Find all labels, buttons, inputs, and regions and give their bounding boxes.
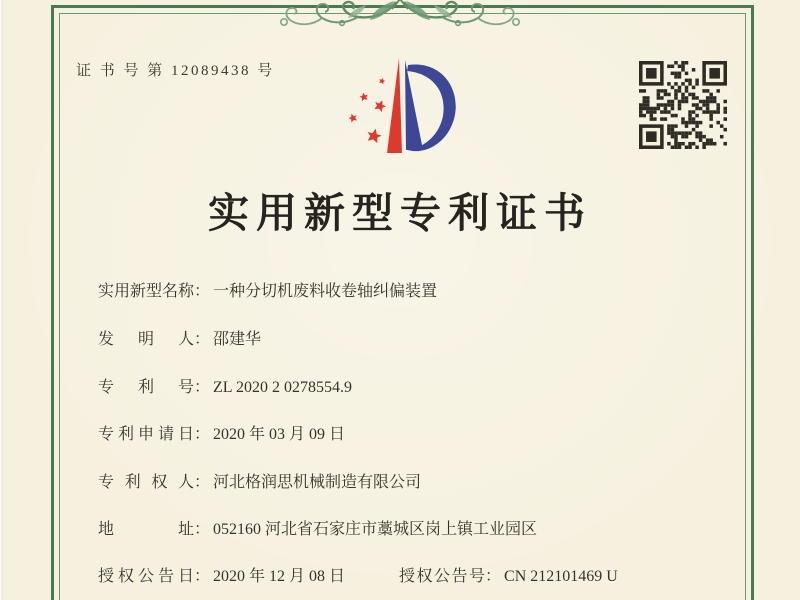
colon: ： bbox=[485, 568, 502, 585]
field-row-filing-date bbox=[98, 424, 345, 446]
field-row-patentee bbox=[98, 472, 421, 494]
field-label: 实用新型名称 bbox=[98, 283, 195, 300]
certificate-number: 证 书 号 第 12089438 号 bbox=[76, 63, 275, 79]
field-label: 地址 bbox=[98, 521, 194, 538]
field-row-grant-date bbox=[98, 566, 345, 588]
field-label: 授权公告号 bbox=[399, 568, 485, 585]
scan-edge bbox=[0, 0, 3, 600]
qr-code bbox=[639, 61, 727, 149]
field-row-utility-model-name bbox=[98, 281, 437, 303]
field-value: 河北格润思机械制造有限公司 bbox=[213, 474, 422, 491]
colon: ： bbox=[194, 426, 211, 443]
certificate-title: 实用新型专利证书 bbox=[208, 190, 592, 236]
colon: ： bbox=[194, 283, 211, 300]
field-row-patent-number bbox=[98, 377, 352, 399]
field-value: 邵建华 bbox=[213, 331, 262, 348]
field-value: ZL 2020 2 0278554.9 bbox=[213, 379, 352, 396]
cnipa-patent-logo-icon bbox=[335, 40, 465, 162]
field-value: CN 212101469 U bbox=[504, 568, 618, 585]
field-value: 052160 河北省石家庄市藁城区岗上镇工业园区 bbox=[213, 521, 538, 538]
field-value: 2020 年 12 月 08 日 bbox=[213, 568, 346, 585]
field-label: 专利申请日 bbox=[98, 426, 194, 443]
colon: ： bbox=[194, 379, 211, 396]
field-value: 2020 年 03 月 09 日 bbox=[213, 426, 346, 443]
field-label: 专利权人 bbox=[98, 474, 194, 491]
colon: ： bbox=[194, 331, 211, 348]
field-label: 专利号 bbox=[98, 379, 194, 396]
ornament-flourish-icon bbox=[268, 0, 532, 33]
colon: ： bbox=[194, 521, 211, 538]
field-label: 发明人 bbox=[98, 331, 194, 348]
colon: ： bbox=[194, 568, 211, 585]
field-label: 授权公告日 bbox=[98, 568, 194, 585]
field-row-inventor bbox=[98, 329, 261, 351]
field-row-grant-publication-number bbox=[399, 566, 618, 588]
colon: ： bbox=[194, 474, 211, 491]
field-value: 一种分切机废料收卷轴纠偏装置 bbox=[213, 283, 438, 300]
field-row-address bbox=[98, 519, 537, 541]
